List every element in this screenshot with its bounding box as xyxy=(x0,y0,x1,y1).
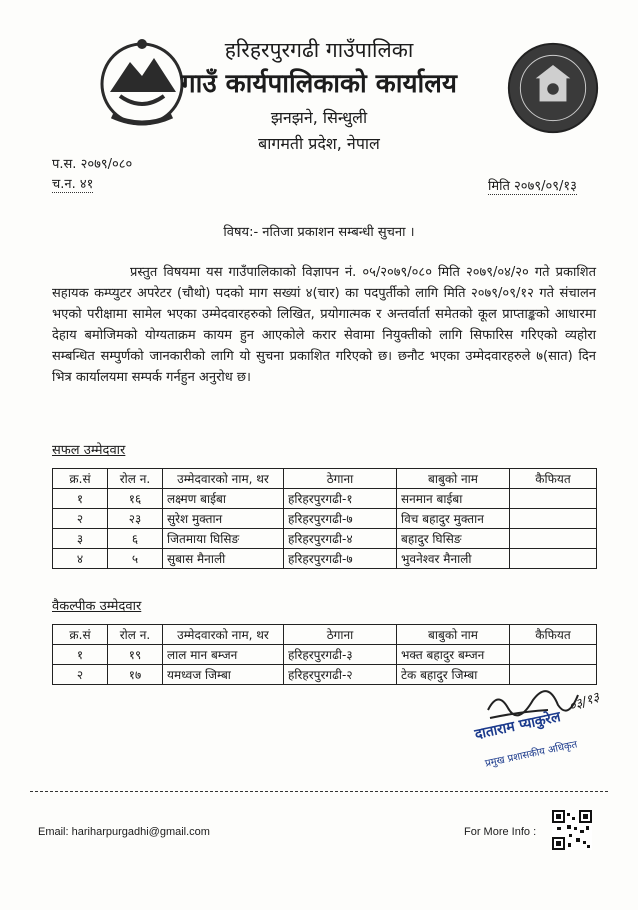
col-name: उम्मेदवारको नाम, थर xyxy=(163,469,284,489)
office-name: गाउँ कार्यपालिकाको कार्यालय xyxy=(181,69,457,99)
footer-more-info: For More Info : xyxy=(464,826,537,838)
cell-sn: ३ xyxy=(53,529,108,549)
cell-address: हरिहरपुरगढी-७ xyxy=(284,509,397,529)
alternate-candidates-heading: वैकल्पीक उम्मेदवार xyxy=(52,599,142,614)
cell-address: हरिहरपुरगढी-४ xyxy=(284,529,397,549)
table-row xyxy=(53,489,597,509)
cell-name: सुरेश मुक्तान xyxy=(163,509,284,529)
cell-address: हरिहरपुरगढी-२ xyxy=(284,665,397,685)
cell-roll: १६ xyxy=(108,489,163,509)
cell-remarks xyxy=(510,509,597,529)
municipality-name: हरिहरपुरगढी गाउँपालिका xyxy=(224,38,414,62)
qr-code-icon[interactable] xyxy=(552,810,592,850)
col-father: बाबुको नाम xyxy=(397,469,510,489)
table-row xyxy=(53,509,597,529)
signer-name: दाताराम प्याकुरेल xyxy=(473,709,563,743)
col-remarks: कैफियत xyxy=(510,625,597,645)
signature-date: ०३/१३ xyxy=(566,689,602,715)
signer-title: प्रमुख प्रशासकीय अधिकृत xyxy=(484,739,579,770)
col-sn: क्र.सं xyxy=(53,625,108,645)
col-address: ठेगाना xyxy=(284,625,397,645)
footer-email: Email: hariharpurgadhi@gmail.com xyxy=(38,826,210,838)
cell-roll: ५ xyxy=(108,549,163,569)
col-sn: क्र.सं xyxy=(53,469,108,489)
table-header-row xyxy=(53,625,597,645)
cell-father: भुवनेश्वर मैनाली xyxy=(397,549,510,569)
successful-candidates-heading: सफल उम्मेदवार xyxy=(52,443,126,458)
patra-sankhya: प.स. २०७९/०८० xyxy=(52,157,133,172)
table-row xyxy=(53,549,597,569)
successful-candidates-table xyxy=(52,468,597,569)
cell-remarks xyxy=(510,549,597,569)
cell-remarks xyxy=(510,529,597,549)
cell-address: हरिहरपुरगढी-१ xyxy=(284,489,397,509)
col-father: बाबुको नाम xyxy=(397,625,510,645)
cell-roll: १७ xyxy=(108,665,163,685)
office-province: बागमती प्रदेश, नेपाल xyxy=(258,134,380,153)
col-address: ठेगाना xyxy=(284,469,397,489)
footer-divider xyxy=(30,791,608,792)
cell-father: टेक बहादुर जिम्बा xyxy=(397,665,510,685)
cell-name: जितमाया घिसिङ xyxy=(163,529,284,549)
subject-line: विषय:- नतिजा प्रकाशन सम्बन्धी सुचना । xyxy=(223,225,415,240)
cell-name: सुबास मैनाली xyxy=(163,549,284,569)
office-address: झनझने, सिन्धुली xyxy=(270,108,368,127)
chalani-number: च.न. ४१ xyxy=(52,174,93,193)
col-roll: रोल न. xyxy=(108,625,163,645)
col-roll: रोल न. xyxy=(108,469,163,489)
cell-father: भक्त बहादुर बम्जन xyxy=(397,645,510,665)
notice-body xyxy=(52,262,596,388)
cell-roll: २३ xyxy=(108,509,163,529)
cell-address: हरिहरपुरगढी-७ xyxy=(284,549,397,569)
cell-sn: १ xyxy=(53,489,108,509)
cell-sn: ४ xyxy=(53,549,108,569)
cell-roll: १९ xyxy=(108,645,163,665)
notice-paragraph: प्रस्तुत विषयमा यस गाउँपालिकाको विज्ञापन नं. ०५/२०७९/०८० मिति २०७९/०४/२० गते प्रकाशित सहायक कम्प्युटर अपरेटर (चौथो) पदको माग सख्यां ४(चार) का पदपुर्तीको लागि मिति २०७९/०९/१२ गते संचालन भएको परीक्षामा सामेल भएका उम्मेदवारहरुको लिखित, प्रयोगात्मक र अन्तर्वार्ता समेतको कूल प्राप्ताङ्कको आधारमा देहाय बमोजिमको योग्यताक्रम कायम हुन आएकोले करार सेवामा नियुक्तीको लागि सिफारिस गरिएको व्यहोरा सम्बन्धित सम्पुर्णको जानकारीको लागि यो सुचना प्रकाशित गरिएको छ। छनौट भएका उम्मेदवारहरुले ७(सात) दिन भित्र कार्यालयमा सम्पर्क गर्नहुन अनुरोध छ। xyxy=(52,265,596,385)
cell-remarks xyxy=(510,489,597,509)
cell-father: सनमान बाईबा xyxy=(397,489,510,509)
col-name: उम्मेदवारको नाम, थर xyxy=(163,625,284,645)
cell-name: यमध्वज जिम्बा xyxy=(163,665,284,685)
cell-sn: १ xyxy=(53,645,108,665)
cell-name: लक्ष्मण बाईबा xyxy=(163,489,284,509)
cell-roll: ६ xyxy=(108,529,163,549)
cell-father: बहादुर घिसिङ xyxy=(397,529,510,549)
cell-sn: २ xyxy=(53,665,108,685)
table-header-row xyxy=(53,469,597,489)
cell-sn: २ xyxy=(53,509,108,529)
letter-date: मिति २०७९/०९/१३ xyxy=(488,176,577,195)
table-row xyxy=(53,529,597,549)
cell-name: लाल मान बम्जन xyxy=(163,645,284,665)
cell-father: विच बहादुर मुक्तान xyxy=(397,509,510,529)
cell-address: हरिहरपुरगढी-३ xyxy=(284,645,397,665)
col-remarks: कैफियत xyxy=(510,469,597,489)
